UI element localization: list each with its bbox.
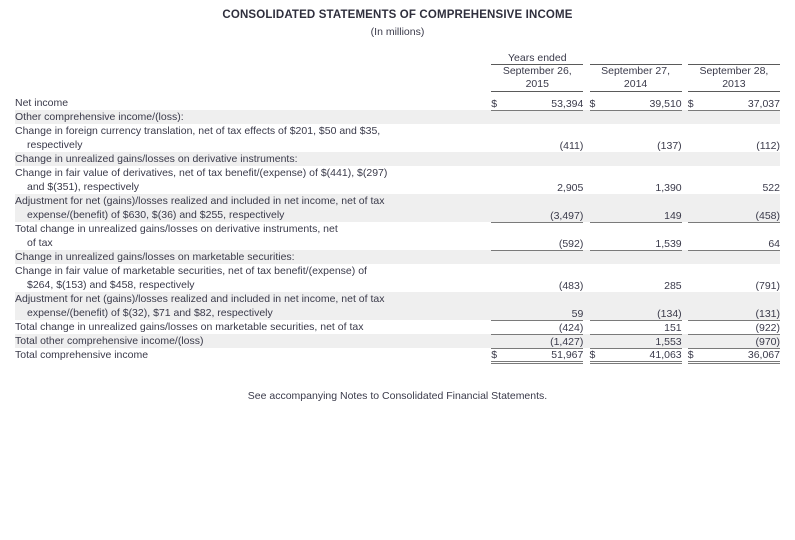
value-marketable-securities-header-0	[508, 250, 584, 264]
row-label-marketable-securities-header	[15, 250, 491, 264]
currency-symbol-marketable-securities-header-2	[688, 250, 704, 264]
currency-symbol-foreign-currency-translation-2	[688, 124, 704, 152]
value-total-comprehensive-income-2: 36,067	[704, 348, 780, 362]
row-label-text: Total comprehensive income	[15, 349, 149, 361]
row-label-continuation: and $(351), respectively	[27, 181, 140, 193]
currency-symbol-marketable-securities-header-0	[491, 250, 507, 264]
row-label-derivative-instruments-header	[15, 152, 491, 166]
currency-symbol-adjustment-derivatives-0	[491, 194, 507, 222]
row-label-text: Change in fair value of derivatives, net of tax benefit/(expense) of $(441), $(297)	[15, 167, 388, 179]
row-label-text: Total change in unrealized gains/losses on marketable securities, net of tax	[15, 321, 364, 333]
value-marketable-securities-header-2	[704, 250, 780, 264]
value-fair-value-derivatives-1: 1,390	[655, 182, 682, 194]
value-net-income-2: 37,037	[704, 96, 780, 110]
currency-symbol-foreign-currency-translation-1	[590, 124, 606, 152]
header-dates-spacer	[15, 65, 491, 92]
table-row	[15, 166, 780, 194]
currency-symbol-fair-value-marketable-securities-2	[688, 264, 704, 292]
column-header-2015-year: 2015	[525, 78, 549, 90]
row-label-text: Change in foreign currency translation, net of tax effects of $201, $50 and $35,	[15, 125, 381, 137]
table-row	[15, 96, 780, 110]
currency-symbol-total-comprehensive-income-2: $	[688, 348, 704, 362]
currency-symbol-fair-value-marketable-securities-1	[590, 264, 606, 292]
value-fair-value-marketable-securities-1: 285	[664, 280, 682, 292]
table-header	[15, 52, 780, 96]
currency-symbol-adjustment-derivatives-2	[688, 194, 704, 222]
value-total-other-comprehensive-income-2: (970)	[704, 334, 780, 348]
value-total-derivatives-2: 64	[704, 222, 780, 250]
row-label-continuation: $264, $(153) and $458, respectively	[27, 279, 195, 291]
currency-symbol-other-comprehensive-income-header-0	[491, 110, 507, 124]
table-row	[15, 222, 780, 250]
value-derivative-instruments-header-1	[606, 152, 682, 166]
row-label-other-comprehensive-income-header	[15, 110, 491, 124]
table-row	[15, 124, 780, 152]
row-label-continuation: expense/(benefit) of $630, $(36) and $255, respectively	[27, 209, 285, 221]
value-total-marketable-securities-1: 151	[606, 320, 682, 334]
comprehensive-income-table	[15, 52, 780, 364]
column-header-2014-month: September 27,	[601, 65, 671, 77]
value-foreign-currency-translation-1: (137)	[657, 140, 682, 152]
years-ended-label: Years ended	[491, 52, 583, 65]
value-total-comprehensive-income-0: 51,967	[508, 348, 584, 362]
value-total-marketable-securities-2: (922)	[704, 320, 780, 334]
row-label-fair-value-marketable-securities	[15, 264, 491, 292]
row-label-adjustment-marketable-securities	[15, 292, 491, 320]
value-derivative-instruments-header-2	[704, 152, 780, 166]
row-label-total-comprehensive-income	[15, 348, 491, 362]
value-adjustment-marketable-securities-1: (134)	[606, 292, 682, 320]
currency-symbol-total-derivatives-2	[688, 222, 704, 250]
value-foreign-currency-translation-0: (411)	[559, 140, 584, 152]
currency-symbol-total-marketable-securities-1	[590, 320, 606, 334]
row-label-text: Net income	[15, 97, 69, 109]
table-row	[15, 334, 780, 348]
value-other-comprehensive-income-header-0	[508, 110, 584, 124]
value-adjustment-derivatives-0: (3,497)	[508, 194, 584, 222]
value-total-other-comprehensive-income-1: 1,553	[606, 334, 682, 348]
table-row	[15, 152, 780, 166]
currency-symbol-derivative-instruments-header-0	[491, 152, 507, 166]
value-net-income-0: 53,394	[508, 96, 584, 110]
value-total-derivatives-1: 1,539	[606, 222, 682, 250]
row-label-continuation: respectively	[27, 139, 83, 151]
currency-symbol-total-other-comprehensive-income-1	[590, 334, 606, 348]
currency-symbol-total-other-comprehensive-income-2	[688, 334, 704, 348]
row-label-text: Total other comprehensive income/(loss)	[15, 335, 204, 347]
value-fair-value-derivatives-2: 522	[762, 182, 780, 194]
value-net-income-1: 39,510	[606, 96, 682, 110]
currency-symbol-foreign-currency-translation-0	[491, 124, 507, 152]
row-label-adjustment-derivatives	[15, 194, 491, 222]
table-row	[15, 110, 780, 124]
header-group-spacer	[15, 52, 491, 65]
row-label-net-income	[15, 96, 491, 110]
currency-symbol-total-other-comprehensive-income-0	[491, 334, 507, 348]
row-label-total-other-comprehensive-income	[15, 334, 491, 348]
currency-symbol-total-derivatives-1	[590, 222, 606, 250]
value-total-derivatives-0: (592)	[508, 222, 584, 250]
table-row	[15, 264, 780, 292]
currency-symbol-adjustment-marketable-securities-1	[590, 292, 606, 320]
currency-symbol-derivative-instruments-header-2	[688, 152, 704, 166]
column-header-2013-month: September 28,	[699, 65, 769, 77]
row-label-fair-value-derivatives	[15, 166, 491, 194]
value-total-marketable-securities-0: (424)	[508, 320, 584, 334]
column-header-2015-month: September 26,	[502, 65, 572, 77]
years-ended-label-3	[688, 52, 780, 65]
value-adjustment-derivatives-2: (458)	[704, 194, 780, 222]
value-fair-value-derivatives-0: 2,905	[557, 182, 584, 194]
currency-symbol-fair-value-derivatives-0	[491, 166, 507, 194]
row-label-continuation: of tax	[27, 237, 53, 249]
currency-symbol-fair-value-derivatives-2	[688, 166, 704, 194]
value-total-comprehensive-income-1: 41,063	[606, 348, 682, 362]
currency-symbol-derivative-instruments-header-1	[590, 152, 606, 166]
value-adjustment-marketable-securities-0: 59	[508, 292, 584, 320]
column-header-2014	[590, 65, 682, 92]
currency-symbol-total-comprehensive-income-1: $	[590, 348, 606, 362]
currency-symbol-net-income-2: $	[688, 96, 704, 110]
currency-symbol-net-income-0: $	[491, 96, 507, 110]
currency-symbol-adjustment-marketable-securities-2	[688, 292, 704, 320]
value-other-comprehensive-income-header-1	[606, 110, 682, 124]
currency-symbol-fair-value-marketable-securities-0	[491, 264, 507, 292]
value-other-comprehensive-income-header-2	[704, 110, 780, 124]
row-label-text: Other comprehensive income/(loss):	[15, 111, 184, 123]
currency-symbol-other-comprehensive-income-header-1	[590, 110, 606, 124]
row-label-text: Adjustment for net (gains)/losses realized and included in net income, net of tax	[15, 195, 385, 207]
row-label-total-derivatives	[15, 222, 491, 250]
currency-symbol-total-marketable-securities-0	[491, 320, 507, 334]
currency-symbol-other-comprehensive-income-header-2	[688, 110, 704, 124]
value-adjustment-marketable-securities-2: (131)	[704, 292, 780, 320]
page-subtitle: (In millions)	[370, 26, 425, 38]
column-header-2014-year: 2014	[623, 78, 648, 90]
value-foreign-currency-translation-2: (112)	[756, 140, 780, 152]
row-label-total-marketable-securities	[15, 320, 491, 334]
page-title: CONSOLIDATED STATEMENTS OF COMPREHENSIVE INCOME	[222, 9, 573, 21]
table-row	[15, 250, 780, 264]
currency-symbol-total-comprehensive-income-0: $	[491, 348, 507, 362]
table-row	[15, 320, 780, 334]
table-row	[15, 292, 780, 320]
header-group-row	[15, 52, 780, 65]
column-header-2013	[688, 65, 780, 92]
row-label-text: Change in unrealized gains/losses on derivative instruments:	[15, 153, 298, 165]
value-fair-value-marketable-securities-2: (791)	[755, 280, 780, 292]
header-dates-row	[15, 65, 780, 92]
value-fair-value-marketable-securities-0: (483)	[558, 280, 584, 292]
footnote: See accompanying Notes to Consolidated Financial Statements.	[247, 389, 548, 402]
table-row	[15, 348, 780, 362]
table-body	[15, 96, 780, 362]
currency-symbol-total-derivatives-0	[491, 222, 507, 250]
row-label-text: Adjustment for net (gains)/losses realized and included in net income, net of tax	[15, 293, 385, 305]
row-label-text: Change in fair value of marketable securities, net of tax benefit/(expense) of	[15, 265, 367, 277]
value-derivative-instruments-header-0	[508, 152, 584, 166]
value-adjustment-derivatives-1: 149	[606, 194, 682, 222]
row-label-text: Change in unrealized gains/losses on marketable securities:	[15, 251, 295, 263]
row-label-foreign-currency-translation	[15, 124, 491, 152]
column-header-2013-year: 2013	[722, 78, 746, 90]
currency-symbol-adjustment-derivatives-1	[590, 194, 606, 222]
row-label-text: Total change in unrealized gains/losses on derivative instruments, net	[15, 223, 338, 235]
currency-symbol-fair-value-derivatives-1	[590, 166, 606, 194]
value-total-other-comprehensive-income-0: (1,427)	[508, 334, 584, 348]
currency-symbol-net-income-1: $	[590, 96, 606, 110]
column-header-2015	[491, 65, 583, 92]
years-ended-label-2	[590, 52, 682, 65]
table-row	[15, 194, 780, 222]
value-marketable-securities-header-1	[606, 250, 682, 264]
currency-symbol-adjustment-marketable-securities-0	[491, 292, 507, 320]
currency-symbol-total-marketable-securities-2	[688, 320, 704, 334]
currency-symbol-marketable-securities-header-1	[590, 250, 606, 264]
row-label-continuation: expense/(benefit) of $(32), $71 and $82, respectively	[27, 307, 273, 319]
